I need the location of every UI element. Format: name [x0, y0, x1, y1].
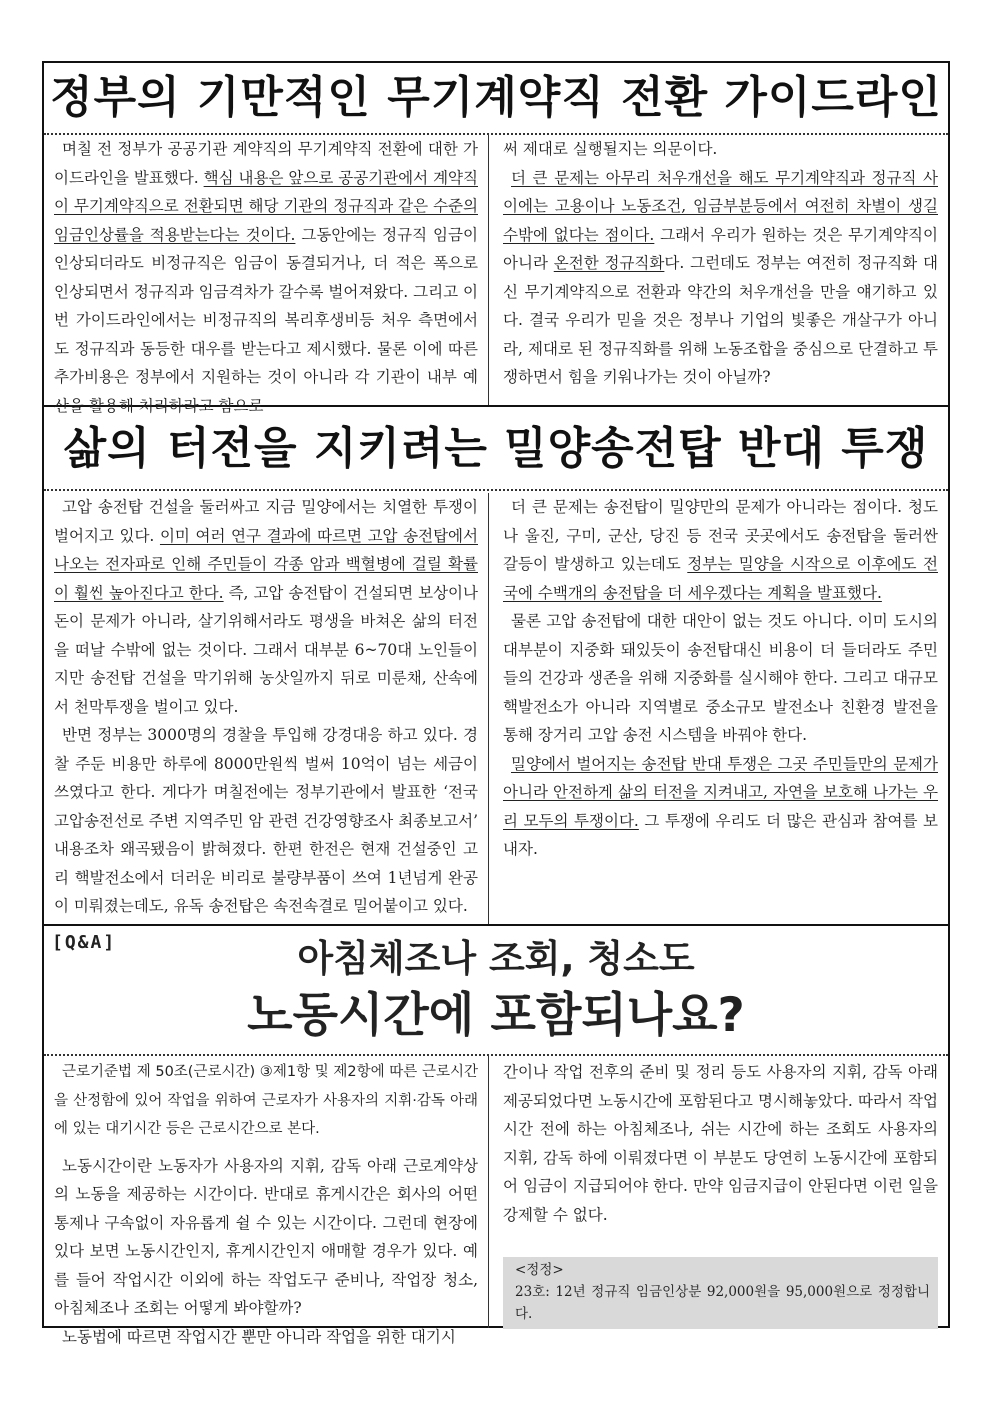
emphasized-text: 핵심 내용은 앞으로 공공기관에서 계약직이 무기계약직으로 전환되면 해당 기관의 정규직과 같은 수준의 임금인상률을 적용받는다는 것이다.: [54, 168, 478, 244]
article2-left-column: [44, 493, 489, 924]
text-run: 더 큰 문제는 송전탑이 밀양만의 문제가 아니라는 점이다. 청도나 울진, 구미, 군산, 당진 등 전국 곳곳에서도 송전탑을 둘러싼 갈등이 발생하고 있는데도: [503, 498, 938, 573]
text-run: 즉, 고압 송전탑이 건설되면 보상이나 돈이 문제가 아니라, 살기위해서라도 평생을 바쳐온 삶의 터전을 떠날 수밖에 없는 것이다. 그래서 대부분 6~70대 노인들이지만 송전탑 건설을 막기위해 농삿일까지 뒤로 미룬채, 산속에서 천막투쟁을 벌이고 있다.: [54, 583, 478, 716]
correction-label: <정정>: [515, 1262, 564, 1278]
article1-right-paragraph-1: 써 제대로 실행될지는 의문이다.: [503, 140, 718, 158]
qa-left-column: [44, 1056, 489, 1346]
correction-text: 23호: 12년 정규직 임금인상분 92,000원을 95,000원으로 정정합니다.: [515, 1284, 930, 1322]
article-miryang-pylon: [44, 407, 948, 926]
article1-left-column: [44, 135, 489, 415]
article1-right-paragraph-2: [503, 164, 938, 392]
article1-right-column: [489, 135, 948, 405]
text-run: 그동안에는 정규직 임금이 인상되더라도 비정규직은 임금이 동결되거나, 더 적은 폭으로 인상되면서 정규직과 임금격차가 갈수록 벌어져왔다. 그리고 이번 가이드라인에서는 비정규직의 복리후생비등 처우 측면에서도 정규직과 동등한 대우를 받는다고 제시했다. 물론 이에 따른 추가비용은 정부에서 지원하는 것이 아니라 각 기관이 내부 예산을 활용해 처리하라고 함으로: [54, 225, 478, 415]
emphasized-text: 더 큰 문제는 아무리 처우개선을 해도 무기계약직과 정규직 사이에는 고용이나 노동조건, 임금부분등에서 여전히 차별이 생길 수밖에 없다는 점이다.: [503, 168, 938, 244]
text-run: 다. 그런데도 정부는 여전히 정규직화 대신 무기계약직으로 전환과 약간의 처우개선을 만을 얘기하고 있다. 결국 우리가 믿을 것은 정부나 기업의 빛좋은 개살구가 아니라, 제대로 된 정규직화를 위해 노동조합을 중심으로 단결하고 투쟁하면서 힘을 키워나가는 것이 아닐까?: [503, 254, 938, 386]
qa-left-paragraph-2: 노동시간이란 노동자가 사용자의 지휘, 감독 아래 근로계약상의 노동을 제공하는 시간이다. 반대로 휴게시간은 회사의 어떤 통제나 구속없이 자유롭게 쉴 수 있는 시간이다. 그런데 현장에 있다 보면 노동시간인지, 휴게시간인지 애매할 경우가 있다. 예를 들어 작업시간 이외에 하는 작업도구 준비나, 작업장 청소, 아침체조나 조회는 어떻게 봐야할까?: [54, 1156, 478, 1317]
newsletter-page: [42, 61, 950, 1346]
emphasized-text: 이미 여러 연구 결과에 따르면 고압 송전탑에서 나오는 전자파로 인해 주민들이 각종 암과 백혈병에 걸릴 확률이 훨씬 높아진다고 한다.: [54, 526, 478, 602]
article2-right-paragraph-1: [503, 493, 938, 607]
text-run: 며칠 전 정부가 공공기관 계약직의 무기계약직 전환에 대한 가이드라인을 발표했다.: [54, 140, 478, 187]
text-run: 그래서 우리가 원하는 것은 무기계약직이 아니라: [503, 225, 938, 272]
qa-left-paragraph-3: 노동법에 따르면 작업시간 뿐만 아니라 작업을 위한 대기시: [62, 1327, 456, 1346]
article-contract-guideline: [44, 63, 948, 415]
correction-notice: [503, 1257, 938, 1329]
article2-right-paragraph-2: 물론 고압 송전탑에 대한 대안이 없는 것도 아니다. 이미 도시의 대부분이 지중화 돼있듯이 송전탑대신 비용이 더 들더라도 주민들의 건강과 생존을 위해 지중화를 실시해야 한다. 그리고 대규모 핵발전소가 아니라 지역별로 중소규모 발전소나 친환경 발전을 통해 장거리 고압 송전 시스템을 바꿔야 한다.: [503, 612, 938, 744]
article2-right-paragraph-3: [503, 750, 938, 864]
text-run: 그 투쟁에 우리도 더 많은 관심과 참여를 보내자.: [503, 811, 938, 858]
article2-title: 삶의 터전을 지키려는 밀양송전탑 반대 투쟁: [63, 423, 929, 474]
text-run: 고압 송전탑 건설을 둘러싸고 지금 밀양에서는 치열한 투쟁이 벌어지고 있다.: [54, 498, 478, 545]
article1-title: 정부의 기만적인 무기계약직 전환 가이드라인: [50, 72, 942, 123]
dotted-divider: [44, 489, 948, 491]
qa-title-line-1: 아침체조나 조회, 청소도: [297, 937, 695, 980]
emphasized-text: 온전한 정규직화: [553, 254, 665, 272]
qa-tag: [Q&A]: [52, 932, 117, 953]
qa-working-hours: [44, 926, 948, 1346]
article2-left-paragraph-2: 반면 정부는 3000명의 경찰을 투입해 강경대응 하고 있다. 경찰 주둔 비용만 하루에 8000만원씩 벌써 10억이 넘는 세금이 쓰였다고 한다. 게다가 며칠전에는 정부기관에서 발표한 ‘전국 고압송전선로 주변 지역주민 암 관련 건강영향조사 최종보고서’ 내용조차 왜곡됐음이 밝혀졌다. 한편 한전은 현재 건설중인 고리 핵발전소에서 더러운 비리로 불량부품이 쓰여 1년넘게 완공이 미뤄졌는데도, 유독 송전탑은 속전속결로 밀어붙이고 있다.: [54, 726, 478, 915]
emphasized-text: 밀양에서 벌어지는 송전탑 반대 투쟁은 그곳 주민들만의 문제가 아니라 안전하게 삶의 터전을 지켜내고, 자연을 보호해 나가는 우리 모두의 투쟁이다.: [503, 754, 938, 830]
article2-left-paragraph-1: [54, 493, 478, 721]
qa-title-line-2: 노동시간에 포함되나요?: [247, 988, 745, 1043]
labor-law-quote: 근로기준법 제 50조(근로시간) ③제1항 및 제2항에 따른 근로시간을 산정함에 있어 작업을 위하여 근로자가 사용자의 지휘·감독 아래에 있는 대기시간 등은 근로시간으로 본다.: [54, 1064, 478, 1137]
qa-right-column: [489, 1056, 948, 1328]
article2-right-column: [489, 493, 948, 924]
article1-left-paragraph: [54, 135, 478, 420]
emphasized-text: 정부는 밀양을 시작으로 이후에도 전국에 수백개의 송전탑을 더 세우겠다는 계획을 발표했다.: [503, 555, 938, 602]
qa-right-paragraph: 간이나 작업 전후의 준비 및 정리 등도 사용자의 지휘, 감독 아래 제공되었다면 노동시간에 포함된다고 명시해놓았다. 따라서 작업시간 전에 하는 아침체조나, 쉬는 시간에 하는 조회도 사용자의 지휘, 감독 하에 이뤄졌다면 이 부분도 당연히 노동시간에 포함되어 임금이 지급되어야 한다. 만약 임금지급이 안된다면 이런 일을 강제할 수 없다.: [503, 1063, 938, 1224]
